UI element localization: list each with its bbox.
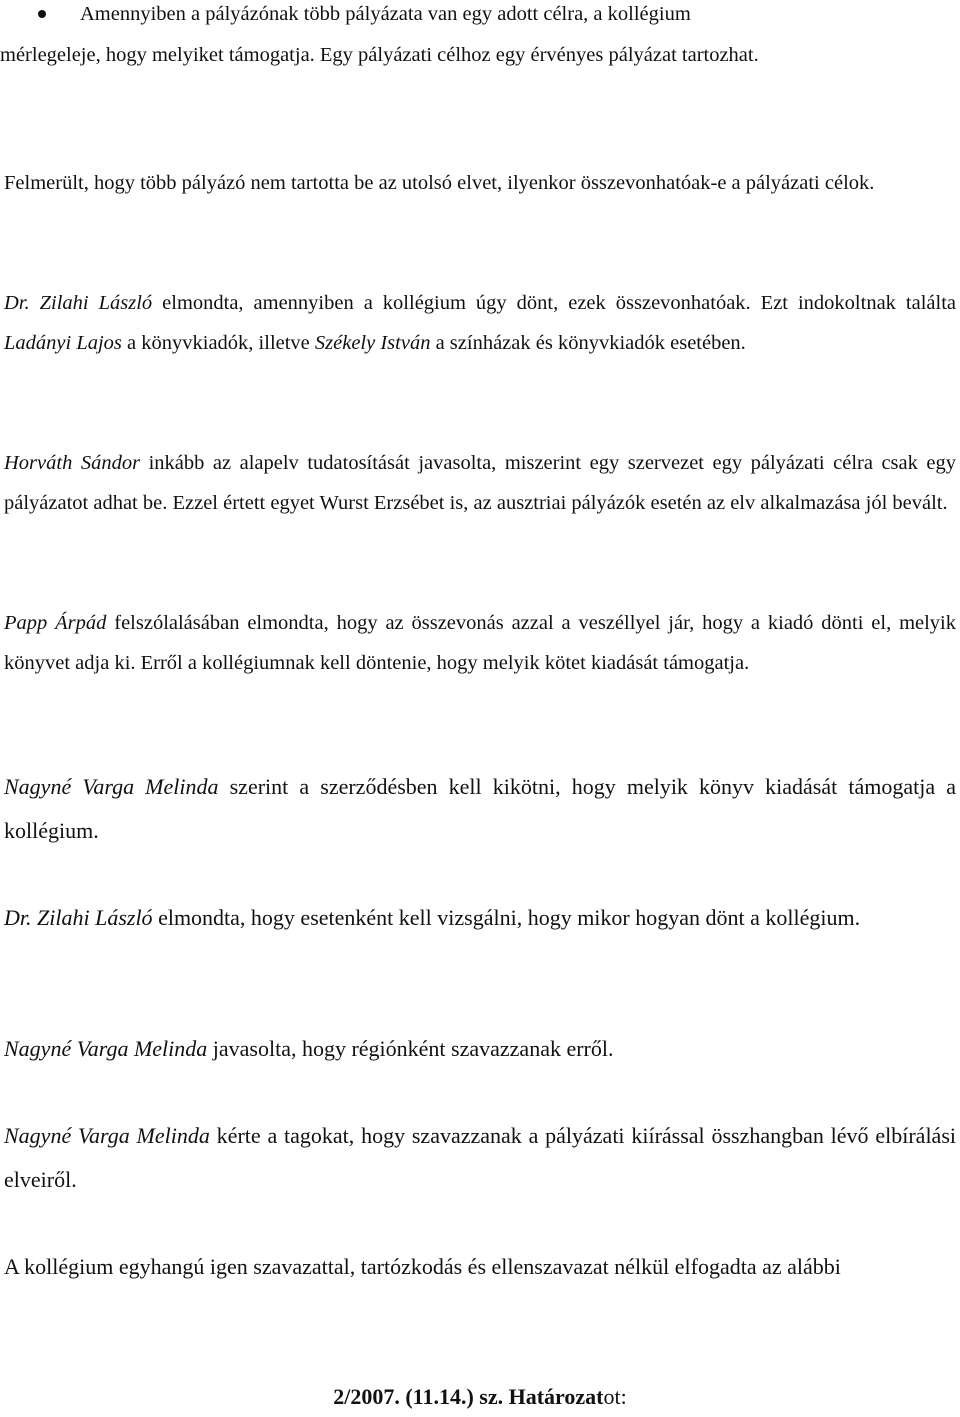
paragraph-nagyne-contract (4, 765, 956, 853)
bullet-text-rest: mérlegeleje, hogy melyiket támogatja. Egy pályázati célhoz egy érvényes pályázat tartozhat. (0, 44, 759, 66)
paragraph-vote-result (4, 1245, 956, 1289)
resolution-suffix: ot: (603, 1384, 627, 1409)
speaker-name: Nagyné Varga Melinda (4, 1123, 210, 1148)
paragraph-horvath-opinion (4, 443, 956, 523)
paragraph-text: a színházak és könyvkiadók esetében. (430, 332, 746, 354)
paragraph-text: A kollégium egyhangú igen szavazattal, tartózkodás és ellenszavazat nélkül elfogadta az alábbi (4, 1254, 841, 1279)
paragraph-zilahi-case-by-case (4, 896, 956, 940)
paragraph-nagyne-regional (4, 1027, 956, 1071)
speaker-name: Dr. Zilahi László (4, 292, 153, 314)
paragraph-merge-question (4, 163, 956, 203)
bullet-text-first: Amennyiben a pályázónak több pályázata van egy adott célra, a kollégium (80, 3, 691, 25)
paragraph-text: inkább az alapelv tudatosítását javasolta, miszerint egy szervezet egy pályázati célra csak egy pályázatot adhat be. Ezzel értett egyet Wurst Erzsébet is, az ausztriai pályázók esetén az elv alkalmazása jól bevált. (4, 452, 956, 514)
paragraph-text: javasolta, hogy régiónként szavazzanak erről. (207, 1036, 614, 1061)
speaker-name: Nagyné Varga Melinda (4, 1036, 208, 1061)
speaker-name: Horváth Sándor (4, 452, 141, 474)
paragraph-zilahi-opinion (4, 283, 956, 363)
paragraph-text: Felmerült, hogy több pályázó nem tartotta be az utolsó elvet, ilyenkor összevonhatóak-e a pályázati célok. (4, 172, 875, 194)
speaker-name: Ladányi Lajos (4, 332, 122, 354)
bullet-text (0, 0, 956, 76)
paragraph-text: szerint a szerződésben kell kikötni, hogy melyik könyv kiadását támogatja a kollégium. (4, 774, 956, 843)
paragraph-papp-opinion (4, 603, 956, 683)
speaker-name: Nagyné Varga Melinda (4, 774, 219, 799)
resolution-number: 2/2007. (11.14.) sz. Határozat (333, 1384, 604, 1409)
paragraph-nagyne-vote-request (4, 1114, 956, 1202)
speaker-name: Dr. Zilahi László (4, 905, 153, 930)
speaker-name: Papp Árpád (4, 612, 107, 634)
resolution-heading (0, 1377, 960, 1417)
paragraph-text: felszólalásában elmondta, hogy az összevonás azzal a veszéllyel jár, hogy a kiadó dönti el, melyik könyvet adja ki. Erről a kollégiumnak kell döntenie, hogy melyik kötet kiadását támogatja. (4, 612, 957, 674)
paragraph-text: a könyvkiadók, illetve (121, 332, 315, 354)
paragraph-text: elmondta, amennyiben a kollégium úgy dönt, ezek összevonhatóak. Ezt indokoltnak találta (152, 292, 956, 314)
paragraph-text: elmondta, hogy esetenként kell vizsgálni, hogy mikor hogyan dönt a kollégium. (152, 905, 861, 930)
paragraph-text: kérte a tagokat, hogy szavazzanak a pályázati kiírással összhangban lévő elbírálási elveiről. (4, 1123, 956, 1192)
speaker-name: Székely István (314, 332, 431, 354)
bullet-point-icon (38, 10, 46, 18)
